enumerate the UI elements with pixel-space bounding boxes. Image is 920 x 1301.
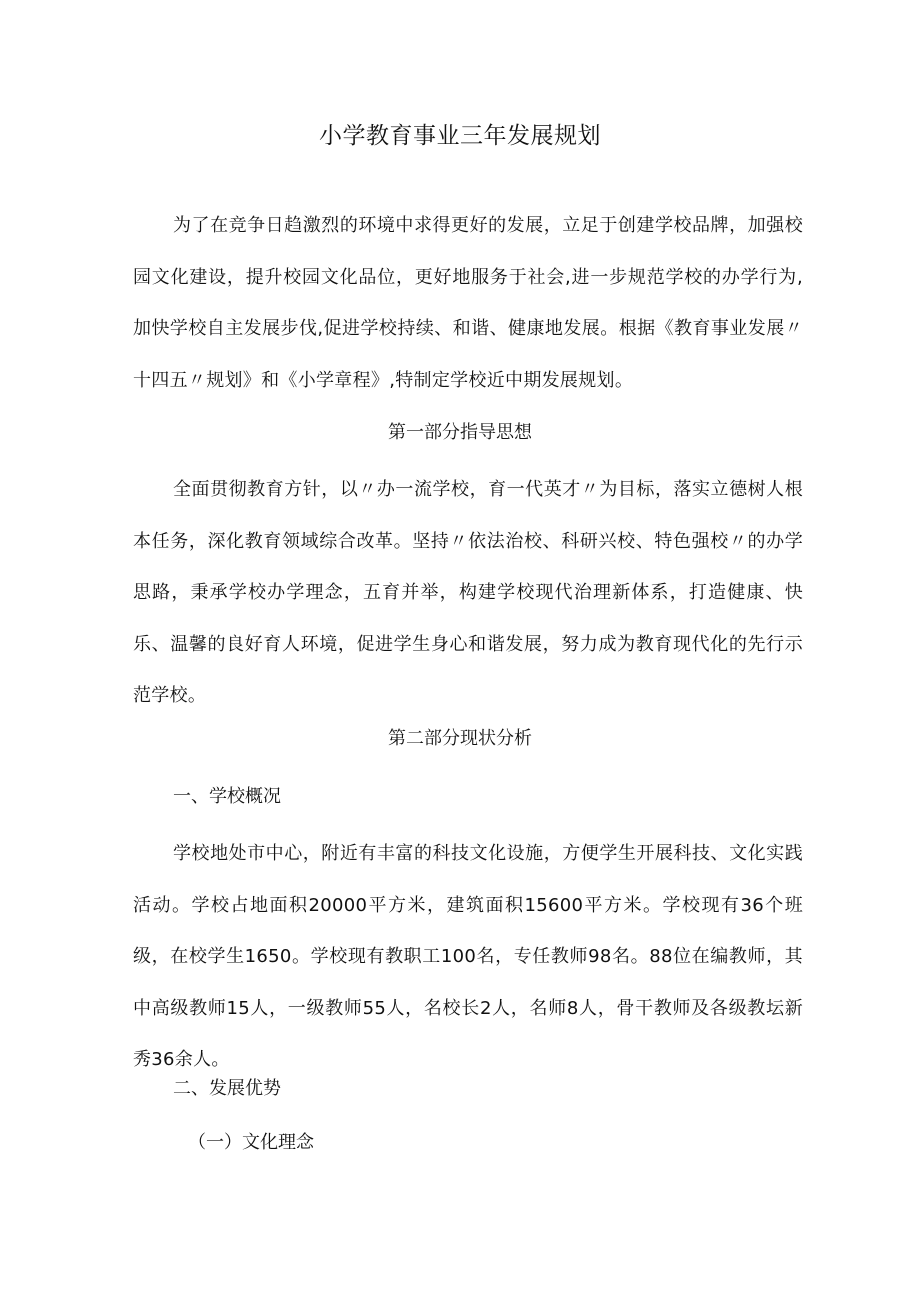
subsection-culture-heading: （一）文化理念 (188, 1132, 314, 1153)
guiding-ideology-paragraph: 全面贯彻教育方针，以〃办一流学校，育一代英才〃为目标，落实立德树人根本任务，深化教育领域综合改革。坚持〃依法治校、科研兴校、特色强校〃的办学思路，秉承学校办学理念，五育并举，构建学校现代治理新体系，打造健康、快乐、温馨的良好育人环境，促进学生身心和谐发展，努力成为教育现代化的先行示范学校。 (133, 479, 803, 706)
section-advantages-heading: 二、发展优势 (173, 1078, 281, 1099)
part2-heading: 第二部分现状分析 (388, 728, 532, 749)
section-school-overview-heading: 一、学校概况 (173, 786, 281, 807)
intro-paragraph: 为了在竞争日趋激烈的环境中求得更好的发展，立足于创建学校品牌，加强校园文化建设，提升校园文化品位，更好地服务于社会,进一步规范学校的办学行为,加快学校自主发展步伐,促进学校持续、和谐、健康地发展。根据《教育事业发展〃十四五〃规划》和《小学章程》,特制定学校近中期发展规划。 (133, 215, 803, 391)
document-title: 小学教育事业三年发展规划 (319, 123, 601, 149)
school-overview-paragraph: 学校地处市中心，附近有丰富的科技文化设施，方便学生开展科技、文化实践活动。学校占地面积20000平方米，建筑面积15600平方米。学校现有36个班级，在校学生1650。学校现有教职工100名，专任教师98名。88位在编教师，其中高级教师15人，一级教师55人，名校长2人，名师8人，骨干教师及各级教坛新秀36余人。 (133, 843, 803, 1070)
part1-heading: 第一部分指导思想 (388, 422, 532, 443)
